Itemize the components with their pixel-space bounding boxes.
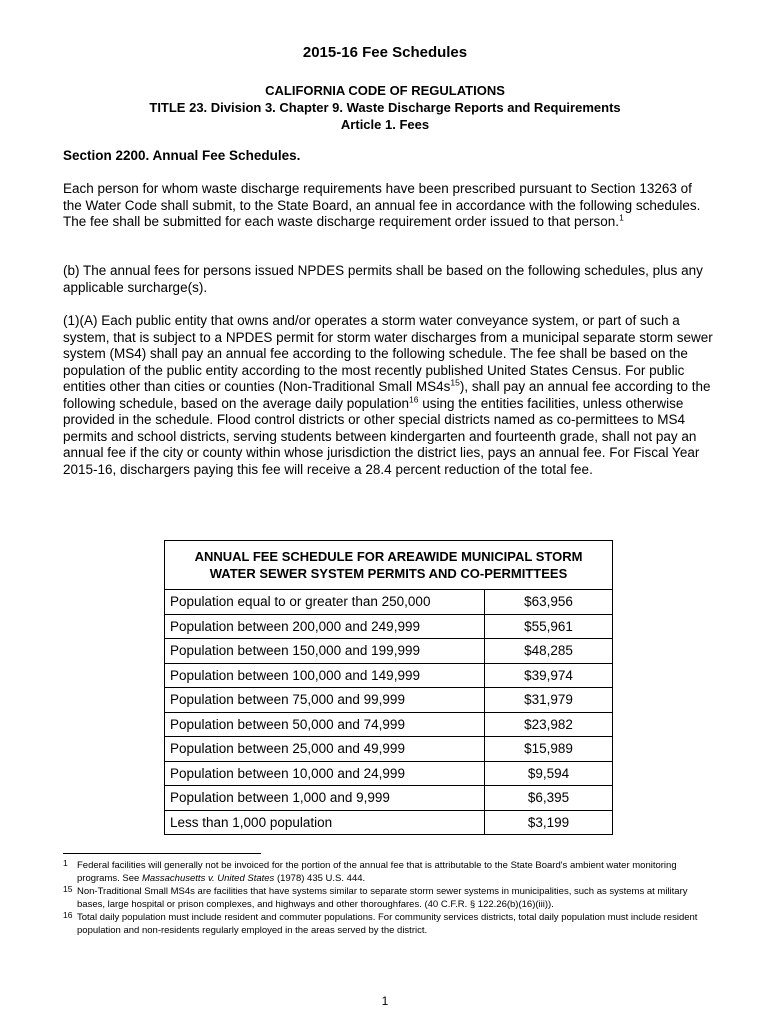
footnote-text-after: (1978) 435 U.S. 444. xyxy=(274,872,366,884)
table-row xyxy=(165,614,613,639)
document-title: 2015-16 Fee Schedules xyxy=(302,44,468,61)
footnote-16 xyxy=(63,912,713,937)
population-range: Population between 10,000 and 24,999 xyxy=(165,761,485,786)
footnote-ref-16: 16 xyxy=(409,394,419,404)
paragraph-intro-text: Each person for whom waste discharge requirements have been prescribed pursuant to Section 13263 of the Water Code shall submit, to the State Board, an annual fee in accordance with the following schedules. The fee shall be submitted for each waste discharge requirement order issued to that person. xyxy=(63,181,701,229)
footnote-mark: 16 xyxy=(63,910,73,920)
fee-amount: $39,974 xyxy=(485,663,613,688)
fee-table-header xyxy=(165,541,613,590)
table-row xyxy=(165,737,613,762)
footnote-15 xyxy=(63,886,713,911)
footnote-text: Total daily population must include resident and commuter populations. For community services districts, total daily population must include resident population and non-residents regularly employed in the areas served by the district. xyxy=(77,912,698,936)
footnote-divider xyxy=(63,853,261,854)
table-row xyxy=(165,639,613,664)
code-title: CALIFORNIA CODE OF REGULATIONS xyxy=(265,83,505,98)
footnote-text: Non-Traditional Small MS4s are facilities that have systems similar to separate storm sewer systems in municipalities, such as systems at military bases, large hospital or prison complexes, and highways and other thoroughfares. (40 C.F.R. § 122.26(b)(16)(iii)). xyxy=(77,886,688,910)
table-row xyxy=(165,810,613,835)
fee-amount: $55,961 xyxy=(485,614,613,639)
fee-amount: $9,594 xyxy=(485,761,613,786)
fee-amount: $6,395 xyxy=(485,786,613,811)
section-title: Section 2200. Annual Fee Schedules. xyxy=(63,148,301,163)
footnote-mark: 1 xyxy=(63,858,68,868)
fee-amount: $48,285 xyxy=(485,639,613,664)
fee-amount: $3,199 xyxy=(485,810,613,835)
article-line: Article 1. Fees xyxy=(340,117,430,132)
population-range: Population between 75,000 and 99,999 xyxy=(165,688,485,713)
population-range: Population between 25,000 and 49,999 xyxy=(165,737,485,762)
fee-amount: $31,979 xyxy=(485,688,613,713)
table-row xyxy=(165,786,613,811)
population-range: Population between 200,000 and 249,999 xyxy=(165,614,485,639)
chapter-line: TITLE 23. Division 3. Chapter 9. Waste Discharge Reports and Requirements xyxy=(149,100,621,115)
footnote-text: Federal facilities will generally not be invoiced for the portion of the annual fee that is attributable to the State Board's ambient water monitoring programs. See xyxy=(77,860,677,884)
fee-schedule-table xyxy=(164,540,613,835)
population-range: Population between 150,000 and 199,999 xyxy=(165,639,485,664)
paragraph-ms4-part3: using the entities facilities, unless otherwise provided in the schedule. Flood control districts or other special districts named as co-permittees to MS4 permits and school districts, serving students between kindergarten and fourteenth grade, shall not pay an annual fee if the city or county within whose jurisdiction the district lies, pays an annual fee. For Fiscal Year 2015-16, dischargers paying this fee will receive a 28.4 percent reduction of the total fee. xyxy=(63,395,700,477)
regulation-header xyxy=(0,82,770,133)
fee-table-header-line2: WATER SEWER SYSTEM PERMITS AND CO-PERMITTEES xyxy=(209,566,568,581)
fee-amount: $15,989 xyxy=(485,737,613,762)
population-range: Less than 1,000 population xyxy=(165,810,485,835)
population-range: Population between 1,000 and 9,999 xyxy=(165,786,485,811)
fee-amount: $23,982 xyxy=(485,712,613,737)
page-number: 1 xyxy=(381,994,389,1008)
paragraph-npdes: (b) The annual fees for persons issued NPDES permits shall be based on the following schedules, plus any applicable surcharge(s). xyxy=(63,263,703,295)
table-row xyxy=(165,761,613,786)
table-row xyxy=(165,590,613,615)
paragraph-intro xyxy=(63,181,713,231)
population-range: Population between 100,000 and 149,999 xyxy=(165,663,485,688)
footnote-ref-15: 15 xyxy=(450,377,460,388)
paragraph-ms4-part1: (1)(A) Each public entity that owns and/or operates a storm water conveyance system, or part of such a system, that is subject to a NPDES permit for storm water discharges from a municipal separate storm sewer system (MS4) shall pay an annual fee according to the following schedule. The fee shall be based on the population of the public entity according to the most recently published United States Census. For public entities other than cities or counties (Non-Traditional Small MS4s xyxy=(63,313,713,394)
fee-amount: $63,956 xyxy=(485,590,613,615)
population-range: Population equal to or greater than 250,000 xyxy=(165,590,485,615)
footnote-mark: 15 xyxy=(63,884,73,894)
table-row xyxy=(165,712,613,737)
table-row xyxy=(165,688,613,713)
footnote-1 xyxy=(63,860,713,885)
fee-table-header-row xyxy=(165,541,613,590)
footnotes xyxy=(63,860,713,938)
table-row xyxy=(165,663,613,688)
paragraph-ms4 xyxy=(63,313,713,478)
fee-table-header-line1: ANNUAL FEE SCHEDULE FOR AREAWIDE MUNICIPAL STORM xyxy=(194,549,583,564)
population-range: Population between 50,000 and 74,999 xyxy=(165,712,485,737)
footnote-case-name: Massachusetts v. United States xyxy=(141,872,275,884)
footnote-ref-1: 1 xyxy=(619,212,624,223)
paragraph-ms4-part2: ), shall pay an annual fee according to the following schedule, based on the average daily population xyxy=(63,379,711,411)
